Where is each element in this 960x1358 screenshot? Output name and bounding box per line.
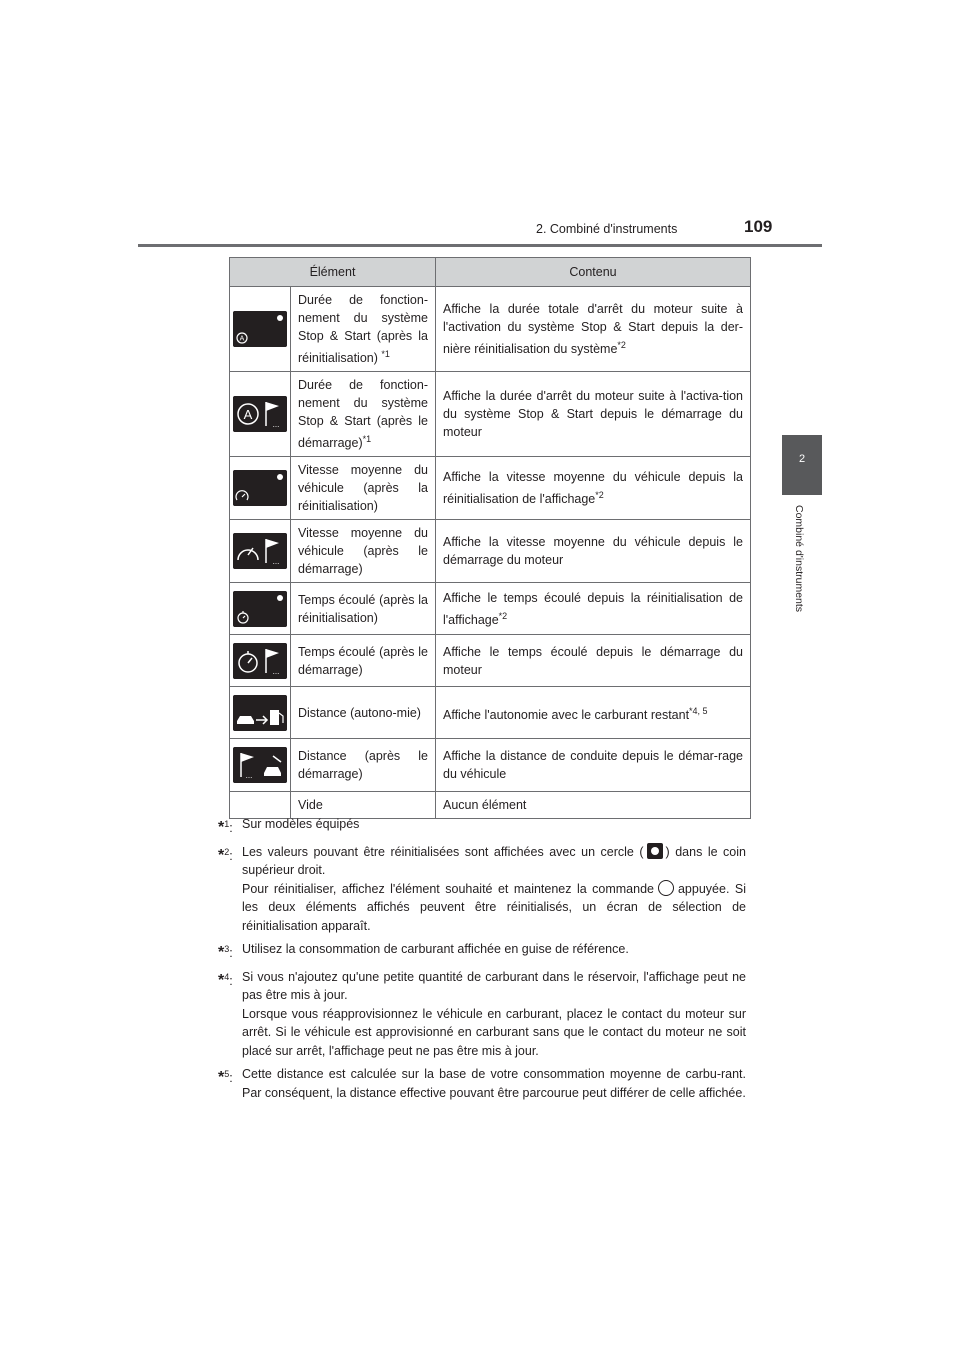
content-text: Affiche la vitesse moyenne du véhicule depuis la réinitialisation de l'affichage [443,470,743,507]
table-row [230,739,751,792]
info-table [229,257,751,819]
svg-text:...: ... [272,420,280,430]
page-number: 109 [744,217,773,236]
footnote-4: *$^4$: Si vous n'ajoutez qu'une petite quantité de carburant dans le réservoir, l'affichage peut ne pas être mis à jour. Lorsque vous réapprovisionnez le véhicule en carburant, placez le contact du moteur sur arrêt. Si le véhicule est approvisionné en carburant sans que le contact du moteur ne soit placé sur arrêt, l'affichage peut ne pas être mis à jour. [218,968,746,1061]
footnote-ref: *2 [595,490,604,501]
element-label: Temps écoulé (après la réinitialisation) [298,592,428,625]
content-text: Affiche la vitesse moyenne du véhicule depuis le démarrage du moteur [443,535,743,568]
content-text: Affiche la durée d'arrêt du moteur suite à l'activa-tion du système Stop & Start depuis le démarrage du moteur [443,389,743,440]
footnote-ref: *1 [381,349,390,359]
svg-text:A: A [239,335,245,343]
element-label: Vitesse moyenne du véhicule (après la réinitialisation) [298,463,428,514]
element-label: Distance (après le démarrage) [298,749,428,782]
content-text: Affiche l'autonomie avec le carburant restant [443,707,690,722]
ok-switch-icon [658,880,674,896]
footnote-ref: *4, 5 [689,705,708,716]
footnote-text: Si vous n'ajoutez qu'une petite quantité de carburant dans le réservoir, l'affichage peut ne pas être mis à jour. [242,969,746,1003]
footnote-text: Les valeurs pouvant être réinitialisées sont affichées avec un cercle ( ) dans le coin supérieur droit. [242,844,746,878]
footnote-ref: *2 [498,610,508,621]
chapter-tab: 2 [782,435,822,495]
element-label: Durée de fonction-nement du système Stop & Start (après le démarrage) [298,378,428,451]
element-label: Distance (autono-mie) [298,705,421,720]
car-fuel-range-icon [233,695,287,731]
stop-start-flag-icon [233,396,287,432]
flag-car-distance-icon [233,747,287,783]
svg-text:...: ... [245,771,253,781]
table-row [230,457,751,520]
svg-text:A: A [243,407,253,423]
footnote-text: Lorsque vous réapprovisionnez le véhicule en carburant, placez le contact du moteur sur arrêt. Si le véhicule est approvisionné en carburant sans que le contact du moteur ne soit placé sur arrêt, l'affichage peut ne pas être mis à jour. [242,1006,746,1058]
content-text: Affiche la durée totale d'arrêt du moteur suite à l'activation du système Stop & Start depuis la der-nière réinitialisation du système [443,302,743,357]
reset-circle-icon [647,843,663,859]
content-text: Affiche le temps écoulé depuis la réinitialisation de l'affichage [443,590,743,627]
header-element: Élément [230,258,436,287]
table-row [230,287,751,372]
table-header-row [230,258,751,287]
footnote-2: *$^2$: Les valeurs pouvant être réinitialisées sont affichées avec un cercle ( ) dans le coin supérieur droit. Pour réinitialiser, affichez l'élément souhaité et maintenez la commande appuyée. Si les deux éléments affichés peuvent être réinitialisés, un écran de sélection de réinitialisation apparaît. [218,843,746,936]
footnote-ref: *1 [362,434,372,445]
svg-text:...: ... [272,557,280,567]
table-row [230,583,751,635]
table-row [230,687,751,739]
footnote-5: *$^5$: Cette distance est calculée sur la base de votre consommation moyenne de carbu-rant. Par conséquent, la distance effective pouvant être parcourue peut différer de celle affichée. [218,1065,746,1102]
table-row [230,635,751,687]
header-content: Contenu [436,258,751,287]
footnote-text: Sur modèles équipés [242,817,360,831]
content-text: Aucun élément [443,798,527,813]
content-text: Affiche la distance de conduite depuis le démar-rage du véhicule [443,749,743,782]
speedometer-reset-icon [233,470,287,506]
speedometer-flag-icon [233,533,287,569]
stopwatch-reset-icon [233,591,287,627]
content-text: Affiche le temps écoulé depuis le démarrage du moteur [443,644,743,677]
header-rule [138,244,822,247]
element-label: Durée de fonction-nement du système Stop & Start (après la réinitialisation) [298,293,428,366]
stopwatch-flag-icon [233,643,287,679]
table-row [230,520,751,583]
footnote-text: Cette distance est calculée sur la base de votre consommation moyenne de carbu-rant. Par conséquent, la distance effective pouvant être parcourue peut différer de celle affichée. [242,1067,746,1100]
svg-text:...: ... [272,666,280,676]
element-label: Temps écoulé (après le démarrage) [298,644,428,677]
footnote-text: Pour réinitialiser, affichez l'élément souhaité et maintenez la commande appuyée. Si les deux éléments affichés peuvent être réinitialisés, un écran de sélection de réinitialisation apparaît. [242,881,746,933]
footnotes [218,815,746,1107]
stop-start-reset-icon [233,311,287,347]
element-label: Vide [298,798,323,813]
table-row [230,372,751,457]
element-label: Vitesse moyenne du véhicule (après le démarrage) [298,526,428,577]
footnote-text: Utilisez la consommation de carburant affichée en guise de référence. [242,942,629,957]
footnote-ref: *2 [617,340,626,350]
header-title: 2. Combiné d'instruments [536,222,678,236]
chapter-label: Combiné d'instruments [793,505,805,613]
footnote-3: *$^3$: Utilisez la consommation de carburant affichée en guise de référence. [218,940,746,963]
footnote-1: *$^1$: Sur modèles équipés [218,815,746,838]
